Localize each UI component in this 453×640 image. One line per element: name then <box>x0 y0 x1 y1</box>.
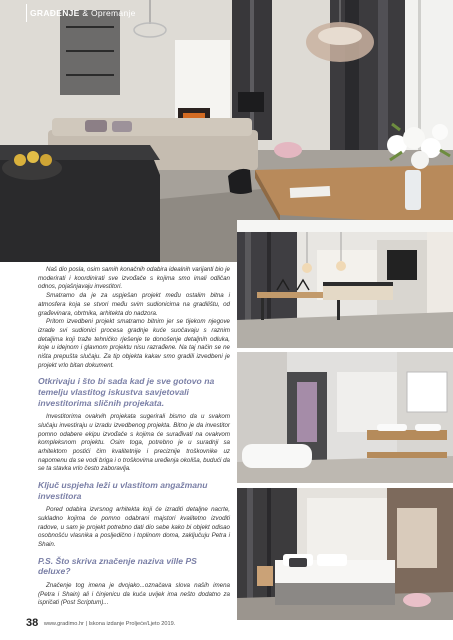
section-topic: & Opremanje <box>82 8 136 18</box>
paragraph: Značenje tog imena je dvojako...označava slova naših imena (Petra i Shain) ali i činjenicu da kuća uvijek ima nešto dodatno za ispričati (Post Scriptum)... <box>38 582 230 607</box>
bedroom-illustration <box>237 488 453 620</box>
photo-bathroom <box>237 352 453 483</box>
section-bar <box>26 4 27 22</box>
bathroom-illustration <box>237 352 453 483</box>
page-number: 38 <box>26 617 39 629</box>
paragraph: Investitorima ovakvih projekata sugerirali bismo da u svakom slučaju investiraju u izradu izvedbenog projekta. Bitno je da investitor pomno odabere ekipu izvođače s kojima će surađivati na ovakvom kompleksnom projektu. Osim toga, potrebno je u suradnji sa arhitektom postići čim kvalitetnije i preciznije troškovnike uz napomenu da se vodi briga i o troškovima uređenja okoliša, budući da se ta stavka vrlo često zaboravlja. <box>38 413 230 473</box>
paragraph: Pored odabira izvrsnog arhitekta koji će izraditi detaljne nacrte, sukladno kojima će pomno odabrani majstori kvalitetno izvoditi radove, u sam je projekt potrebno dati dio sebe kako bi objekt odisao osobnošću vlasnika a posljedično i toplinom doma, zaključuju Petra i Shain. <box>38 506 230 549</box>
paragraph: Pritom izvedbeni projekt smatramo bitnim jer se tijekom njegove izrade svi sudionici procesa gradnje kuće suočavaju s raznim detaljima koji traže tehničko rješenje te donošenje detaljnih odluka, koje u idejnom i glavnom projektu nisu razrađene. Na taj način se ne ništa prepušta slučaju. Za tip objekta kakav smo gradili izvedbeni je projekt vrlo bitan dokument. <box>38 318 230 369</box>
photo-kitchen <box>237 220 453 348</box>
subheading: Otkrivaju i što bi sada kad je sve gotovo na temelju vlastitog iskustva savjetovali investitorima sličnih projekata. <box>38 376 215 408</box>
photo-bedroom <box>237 488 453 620</box>
section-name: GRAĐENJE <box>30 8 80 18</box>
article-column <box>38 266 230 608</box>
section-label <box>30 8 136 18</box>
kitchen-illustration <box>237 220 453 348</box>
page-footer <box>26 617 175 629</box>
subheading: Ključ uspjeha leži u vlastitom angažmanu investitora <box>38 480 208 501</box>
footer-text: www.gradimo.hr | Iskona izdanje Proljeće/Ljeto 2019. <box>43 621 176 627</box>
paragraph: Naš dio posla, osim samih konačnih odabira idealnih varijanti bio je moderirati i koordinirati sve izvođače s kojima smo imali odličan odnos, pojašnjavaju investitori. <box>38 266 230 291</box>
paragraph: Smatramo da je za uspješan projekt među ostalim bitna i atmosfera koja se stvori među svim sudionicima na gradilištu, od građevinara, obrtnika, arhitekta do nadzora. <box>38 292 230 317</box>
subheading: P.S. Što skriva značenje naziva ville PS deluxe? <box>38 555 197 577</box>
